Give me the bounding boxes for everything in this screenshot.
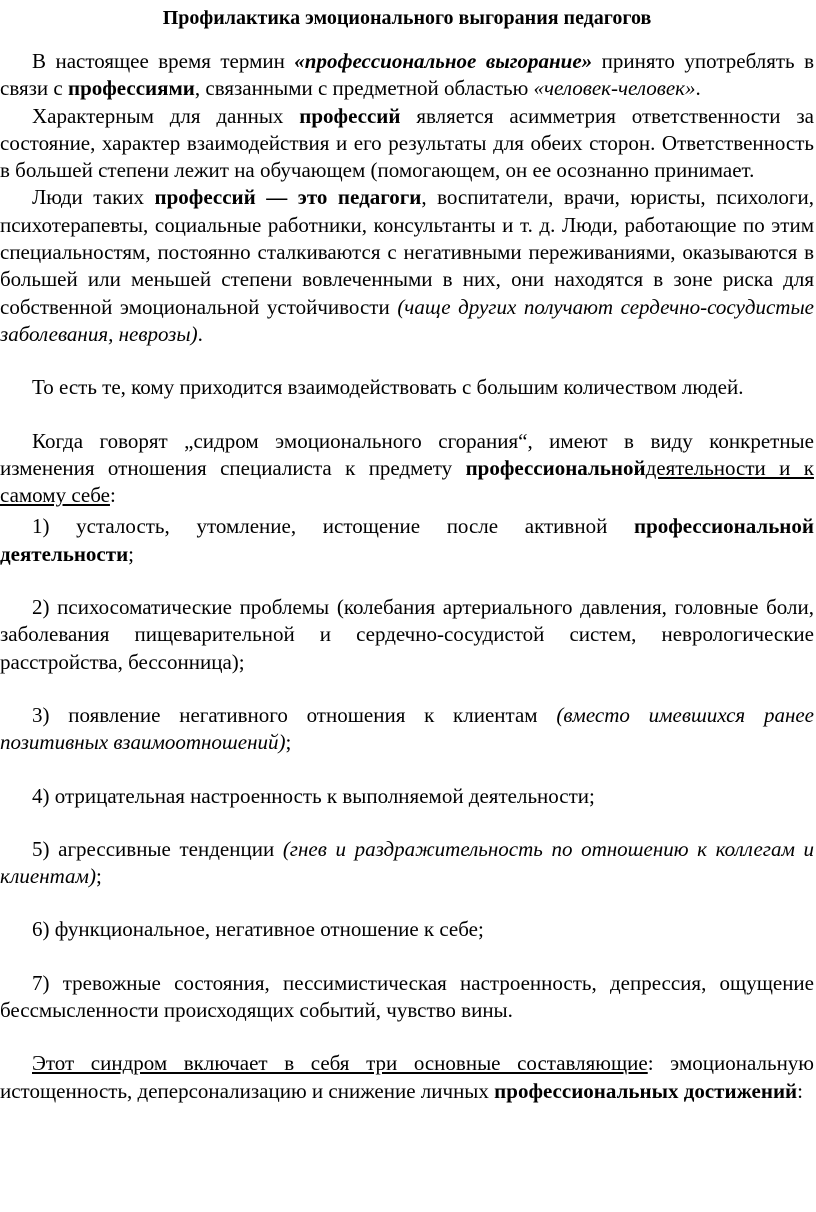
- text-run: 4) отрицательная настроенность к выполняемой деятельности;: [32, 783, 595, 808]
- paragraph-term-definition: [0, 48, 814, 103]
- list-item-1: [0, 513, 814, 568]
- text-run: :: [109, 483, 116, 508]
- text-run: .: [695, 76, 701, 101]
- italic-human-human: «человек-человек»: [533, 76, 696, 101]
- underlined-components: Этот синдром включает в себя три основные составляющие: [32, 1051, 648, 1076]
- paragraph-interaction: [0, 374, 814, 401]
- italic-diseases: (чаще других получают сердечно-сосудистые заболевания, неврозы): [0, 294, 815, 346]
- list-item-5: [0, 836, 814, 891]
- bold-professions: профессий: [299, 103, 401, 128]
- paragraph-responsibility: [0, 103, 814, 185]
- text-run: : эмоциональную истощенность, деперсонализацию и снижение личных: [0, 1051, 814, 1103]
- text-run: ;: [95, 864, 102, 889]
- bold-teachers: профессий — это педагоги: [154, 185, 422, 210]
- text-run: 6) функциональное, негативное отношение к себе;: [32, 917, 484, 942]
- text-run: Характерным для данных: [32, 103, 300, 128]
- text-run: В настоящее время термин: [32, 49, 295, 73]
- bold-professional-activity: профессиональной деятельности: [0, 514, 814, 566]
- paragraph-components: [0, 1050, 814, 1105]
- text-run: То есть те, кому приходится взаимодействовать с большим количеством людей.: [32, 375, 744, 400]
- text-run: , связанными с предметной областью: [194, 76, 534, 101]
- underlined-activity: деятельности и к самому себе: [0, 455, 814, 508]
- paragraph-syndrome-intro: [0, 428, 814, 510]
- italic-note: (гнев и раздражительность по отношению к коллегам и клиентам): [0, 836, 814, 889]
- text-run: 2) психосоматические проблемы (колебания артериального давления, головные боли, заболевания пищеварительной и сердечно-сосудистой систем, неврологические расстройства, бессонница);: [0, 595, 814, 674]
- paragraph-risk-groups: [0, 184, 814, 348]
- list-item-7: [0, 970, 814, 1025]
- text-run: 5) агрессивные тенденции: [32, 836, 283, 861]
- text-run: является асимметрия ответственности за состояние, характер взаимодействия и его результаты для обеих сторон. Ответственность в большей степени лежит на обучающем (помогающем, он ее осознанно принимает.: [0, 103, 814, 183]
- text-run: , воспитатели, врачи, юристы, психологи, психотерапевты, социальные работники, консультанты и т. д. Люди, работающие по этим специальностям, постоянно сталкиваются с негативными переживаниями, оказываются в большей или меньшей степени вовлеченными в них, они находятся в зоне риска для собственной эмоциональной устойчивости: [0, 185, 814, 319]
- document-title: Профилактика эмоционального выгорания педагогов: [162, 7, 652, 29]
- text-run: 1) усталость, утомление, истощение после активной: [32, 514, 634, 539]
- text-run: .: [197, 321, 203, 346]
- text-run: 7) тревожные состояния, пессимистическая настроенность, депрессия, ощущение бессмысленности происходящих событий, чувство вины.: [0, 970, 814, 1023]
- italic-note: (вместо имевшихся ранее позитивных взаимоотношений): [0, 702, 814, 755]
- text-run: 3) появление негативного отношения к клиентам: [32, 702, 557, 727]
- term-emphasis: «профессиональное выгорание»: [294, 49, 593, 73]
- bold-achievements: профессиональных достижений: [494, 1078, 798, 1103]
- list-item-4: [0, 783, 814, 810]
- list-item-3: [0, 702, 814, 757]
- text-run: Когда говорят „сидром эмоционального сгорания“, имеют в виду конкретные изменения отношения специалиста к предмету: [0, 428, 814, 480]
- text-run: Люди таких: [32, 185, 155, 210]
- list-item-6: [0, 916, 814, 943]
- text-run: :: [797, 1078, 803, 1103]
- list-item-2: [0, 594, 814, 676]
- text-run: ;: [128, 541, 135, 566]
- text-run: ;: [285, 730, 292, 755]
- bold-professions: профессиями: [67, 76, 195, 101]
- bold-professional: профессиональной: [465, 455, 646, 480]
- text-run: принято употреблять в связи с: [0, 49, 814, 101]
